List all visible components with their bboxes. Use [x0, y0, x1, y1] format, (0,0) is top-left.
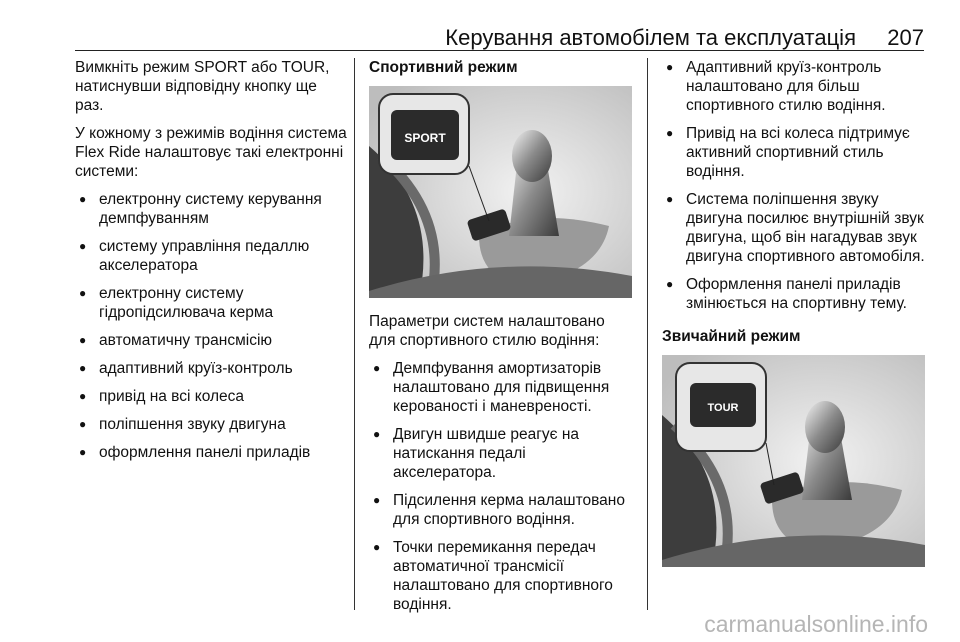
sport-button-label: SPORT: [404, 131, 446, 145]
tour-mode-photo: [662, 355, 925, 567]
paragraph: У кожному з режимів водіння система Flex Ride налаштовує такі електронні системи:: [75, 125, 347, 180]
list-item: ● привід на всі колеса: [75, 387, 347, 406]
column-2: [369, 58, 633, 623]
tour-button-label: TOUR: [707, 402, 739, 414]
page-number: 207: [887, 25, 924, 50]
gear-selector-illustration: [662, 355, 925, 567]
section-heading: Спортивний режим: [369, 59, 518, 76]
list-item: ● Підсилення керма налаштовано для спортивного водіння.: [369, 491, 633, 529]
list-item: ● систему управління педаллю акселератора: [75, 237, 347, 275]
column-divider: [354, 58, 355, 610]
header-rule: [75, 50, 924, 51]
bullet-list: [75, 190, 347, 462]
list-item: ● Система поліпшення звуку двигуна посилює внутрішній звук двигуна, щоб він нагадував звук двигуна спортивного автомобіля.: [662, 190, 926, 266]
gear-selector-illustration: [369, 86, 632, 298]
list-item: ● Оформлення панелі приладів змінюється на спортивну тему.: [662, 275, 926, 313]
list-item: ● Точки перемикання передач автоматичної трансмісії налаштовано для спортивного водіння.: [369, 538, 633, 614]
bullet-list: [662, 58, 926, 313]
paragraph: Вимкніть режим SPORT або TOUR, натиснувши відповідну кнопку ще раз.: [75, 59, 330, 114]
list-item: ● адаптивний круїз-контроль: [75, 359, 347, 378]
header-title: Керування автомобілем та експлуатація: [445, 25, 856, 50]
list-item: ● поліпшення звуку двигуна: [75, 415, 347, 434]
paragraph: Параметри систем налаштовано для спортивного стилю водіння:: [369, 313, 605, 349]
list-item: ● електронну систему гідропідсилювача керма: [75, 284, 347, 322]
bullet-list: [369, 359, 633, 614]
list-item: ● Двигун швидше реагує на натискання педалі акселератора.: [369, 425, 633, 482]
section-heading: Звичайний режим: [662, 328, 801, 345]
list-item: ● Демпфування амортизаторів налаштовано для підвищення керованості і маневреності.: [369, 359, 633, 416]
list-item: ● автоматичну трансмісію: [75, 331, 347, 350]
column-divider: [647, 58, 648, 610]
column-1: [75, 58, 347, 471]
list-item: ● електронну систему керування демпфуванням: [75, 190, 347, 228]
list-item: ● Привід на всі колеса підтримує активний спортивний стиль водіння.: [662, 124, 926, 181]
list-item: ● оформлення панелі приладів: [75, 443, 347, 462]
column-3: [662, 58, 926, 567]
list-item: ● Адаптивний круїз-контроль налаштовано для більш спортивного стилю водіння.: [662, 58, 926, 115]
sport-mode-photo: [369, 86, 632, 298]
watermark: carmanualsonline.info: [704, 611, 928, 637]
page-header: [75, 26, 924, 50]
